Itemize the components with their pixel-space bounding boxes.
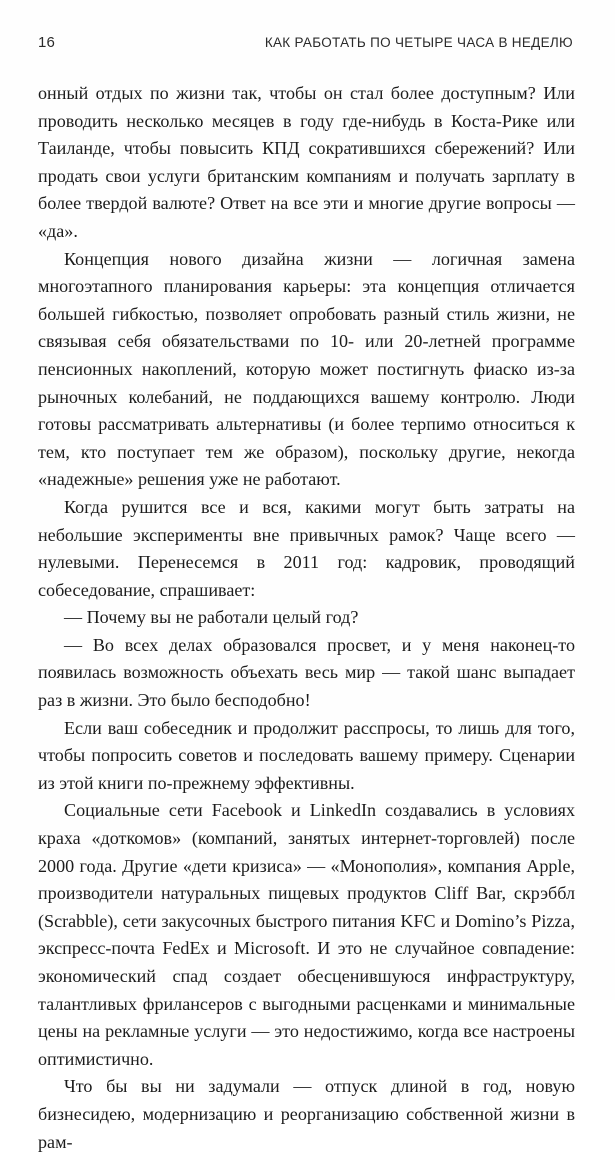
paragraph: Когда рушится все и вся, какими могут быть затраты на небольшие эксперименты вне привычных рамок? Чаще всего — нулевыми. Перенесемся в 2011 год: кадровик, проводящий собеседование, спрашивает: [38, 496, 575, 600]
paragraph: Концепция нового дизайна жизни — логичная замена многоэтапного планирования карьеры: эта концепция отличается большей гибкостью, позволяет опробовать разный стиль жизни, не связывая себя обязательствами по 10- или 20-летней программе пенсионных накоплений, которую может постигнуть фиаско из-за рыночных колебаний, не поддающихся вашему контролю. Люди готовы рассматривать альтернативы (и более терпимо относиться к тем, кто поступает тем же образом), поскольку другие, некогда «надежные» решения уже не работают. [38, 248, 575, 490]
paragraph: онный отдых по жизни так, чтобы он стал более доступным? Или проводить несколько месяцев в году где-нибудь в Коста-Рике или Таиланде, чтобы повысить КПД сократившихся сбережений? Или продать свои услуги британским компаниям и получать зарплату в более твердой валюте? Ответ на все эти и многие другие вопросы — «да». [38, 83, 575, 241]
body-text [38, 80, 575, 1156]
page-number: 16 [38, 34, 56, 51]
book-title: КАК РАБОТАТЬ ПО ЧЕТЫРЕ ЧАСА В НЕДЕЛЮ [264, 35, 573, 50]
dialogue-line: — Почему вы не работали целый год? [64, 607, 359, 628]
paragraph: Социальные сети Facebook и LinkedIn создавались в условиях краха «доткомов» (компаний, занятых интернет-торговлей) после 2000 года. Другие «дети кризиса» — «Монополия», компания Apple, производители натуральных пищевых продуктов Cliff Bar, скрэббл (Scrabble), сети закусочных быстрого питания KFC и Domino’s Pizza, экспресс-почта FedEx и Microsoft. И это не случайное совпадение: экономический спад создает обесценившуюся инфраструктуру, талантливых фрилансеров с выгодными расценками и минимальные цены на рекламные услуги — это недостижимо, когда все настроены оптимистично. [38, 800, 575, 1069]
paragraph: Что бы вы ни задумали — отпуск длиной в год, новую бизнесидею, модернизацию и реорганизацию собственной жизни в рам- [38, 1076, 575, 1152]
paragraph: Если ваш собеседник и продолжит расспросы, то лишь для того, чтобы попросить советов и последовать вашему примеру. Сценарии из этой книги по-прежнему эффективны. [38, 717, 575, 793]
running-head [38, 34, 577, 54]
dialogue-line: — Во всех делах образовался просвет, и у меня наконец-то появилась возможность объехать весь мир — такой шанс выпадает раз в жизни. Это было бесподобно! [38, 634, 575, 711]
